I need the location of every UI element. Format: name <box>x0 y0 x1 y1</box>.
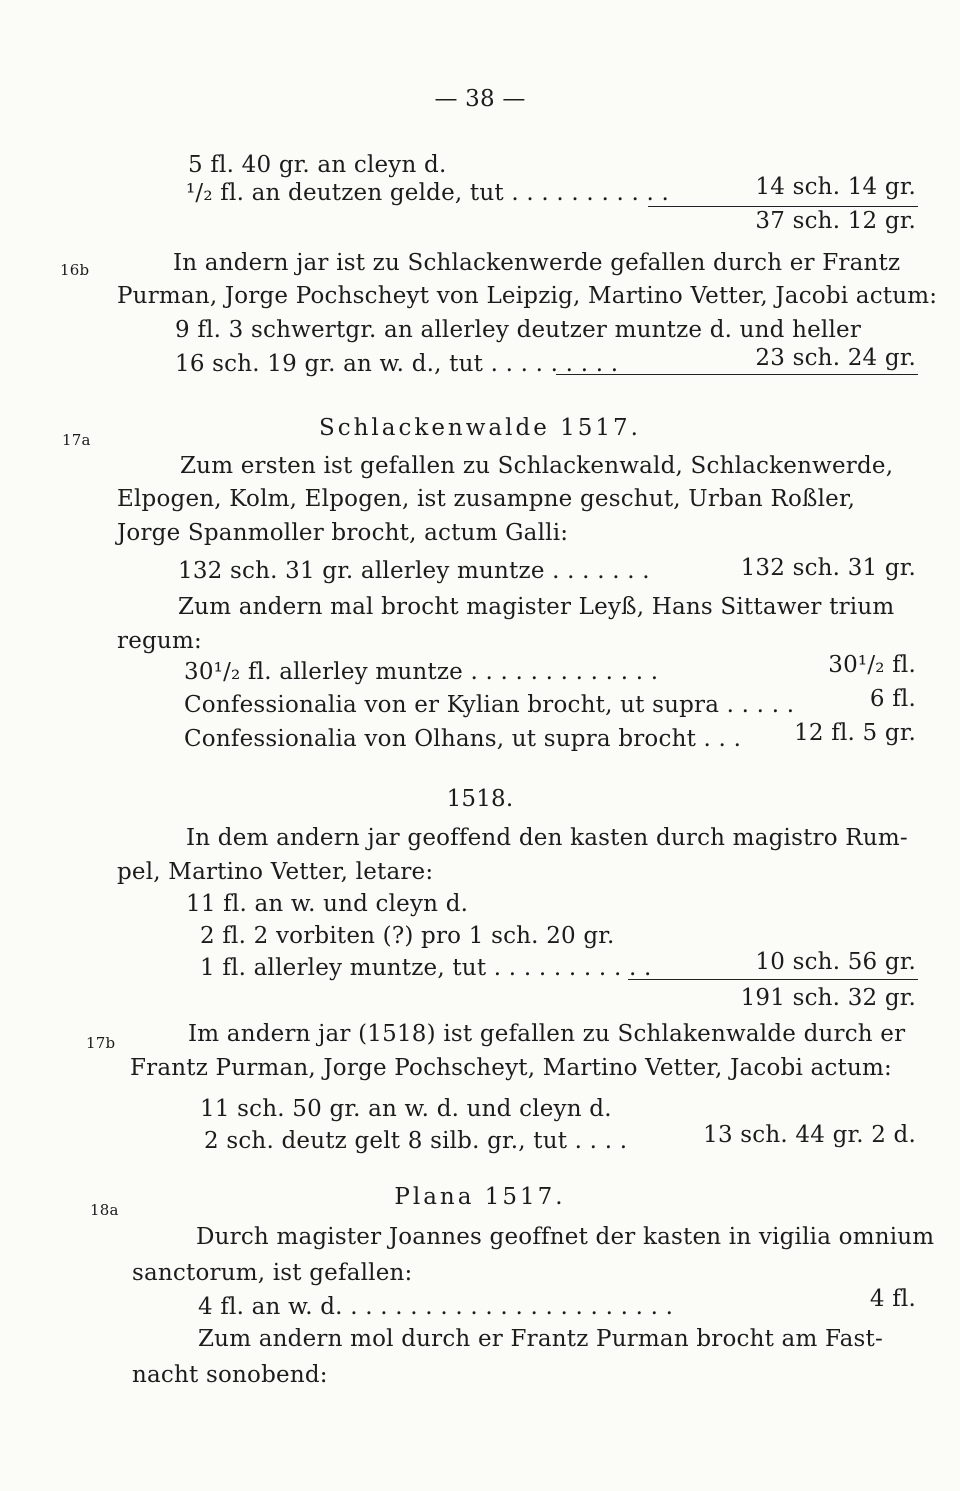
y1518-line8: 11 sch. 50 gr. an w. d. und cleyn d. <box>200 1096 612 1122</box>
amount-12fl: 12 fl. 5 gr. <box>794 720 916 746</box>
y1518-line2: pel, Martino Vetter, letare: <box>117 859 434 885</box>
schlackenwalde-line9: Confessionalia von Olhans, ut supra brocht . . . <box>184 726 742 752</box>
amount-30half-fl: 30¹/₂ fl. <box>828 652 916 678</box>
amount-14sch: 14 sch. 14 gr. <box>755 174 916 200</box>
schlackenwalde-line1: Zum ersten ist gefallen zu Schlackenwald, Schlackenwerde, <box>180 453 894 479</box>
entry-16b-line2: Purman, Jorge Pochscheyt von Leipzig, Martino Vetter, Jacobi actum: <box>117 283 938 309</box>
y1518-line6: Im andern jar (1518) ist gefallen zu Schlakenwalde durch er <box>188 1021 906 1047</box>
schlackenwalde-line2: Elpogen, Kolm, Elpogen, ist zusampne geschut, Urban Roßler, <box>117 486 856 512</box>
schlackenwalde-line8: Confessionalia von er Kylian brocht, ut supra . . . . . <box>184 692 795 718</box>
line-5fl: 5 fl. 40 gr. an cleyn d. <box>188 152 447 178</box>
amount-23sch: 23 sch. 24 gr. <box>755 345 916 371</box>
schlackenwalde-line6: regum: <box>117 628 202 654</box>
amount-132sch: 132 sch. 31 gr. <box>740 555 916 581</box>
plana-line1: Durch magister Joannes geoffnet der kasten in vigilia omnium <box>196 1224 935 1250</box>
line-half-fl: ¹/₂ fl. an deutzen gelde, tut . . . . . . . . . . . <box>186 180 670 206</box>
amount-13sch: 13 sch. 44 gr. 2 d. <box>703 1122 916 1148</box>
plana-line4: Zum andern mol durch er Frantz Purman brocht am Fast- <box>198 1326 883 1352</box>
amount-6fl: 6 fl. <box>869 686 916 712</box>
total-191sch: 191 sch. 32 gr. <box>740 985 916 1011</box>
sum-rule <box>628 979 918 980</box>
entry-16b-line4: 16 sch. 19 gr. an w. d., tut . . . . . . . . . <box>175 351 619 377</box>
y1518-line4: 2 fl. 2 vorbiten (?) pro 1 sch. 20 gr. <box>200 923 615 949</box>
y1518-line5: 1 fl. allerley muntze, tut . . . . . . . . . . . <box>200 955 652 981</box>
y1518-line3: 11 fl. an w. und cleyn d. <box>186 891 469 917</box>
amount-4fl: 4 fl. <box>869 1286 916 1312</box>
page-number: — 38 — <box>434 86 526 112</box>
margin-note-16b: 16b <box>60 261 90 279</box>
entry-16b-line3: 9 fl. 3 schwertgr. an allerley deutzer muntze d. und heller <box>175 317 862 343</box>
section-heading-plana: Plana 1517. <box>394 1184 566 1210</box>
plana-line3: 4 fl. an w. d. . . . . . . . . . . . . . . . . . . . . . . <box>198 1294 674 1320</box>
entry-16b-line1: In andern jar ist zu Schlackenwerde gefallen durch er Frantz <box>173 250 901 276</box>
sum-rule <box>556 374 918 375</box>
section-heading-schlackenwalde: Schlackenwalde 1517. <box>318 415 641 441</box>
y1518-line9: 2 sch. deutz gelt 8 silb. gr., tut . . . . <box>204 1128 628 1154</box>
margin-note-17a: 17a <box>62 431 91 449</box>
schlackenwalde-line3: Jorge Spanmoller brocht, actum Galli: <box>117 520 569 546</box>
total-37sch: 37 sch. 12 gr. <box>755 208 916 234</box>
margin-note-17b: 17b <box>86 1034 116 1052</box>
y1518-line1: In dem andern jar geoffend den kasten durch magistro Rum- <box>186 825 908 851</box>
schlackenwalde-line5: Zum andern mal brocht magister Leyß, Hans Sittawer trium <box>178 594 895 620</box>
plana-line2: sanctorum, ist gefallen: <box>132 1260 413 1286</box>
margin-note-18a: 18a <box>90 1201 119 1219</box>
y1518-line7: Frantz Purman, Jorge Pochscheyt, Martino Vetter, Jacobi actum: <box>130 1055 892 1081</box>
schlackenwalde-line7: 30¹/₂ fl. allerley muntze . . . . . . . . . . . . . <box>184 659 659 685</box>
plana-line5: nacht sonobend: <box>132 1362 328 1388</box>
section-heading-1518: 1518. <box>446 786 514 812</box>
amount-10sch: 10 sch. 56 gr. <box>755 949 916 975</box>
schlackenwalde-line4: 132 sch. 31 gr. allerley muntze . . . . . . . <box>178 558 650 584</box>
